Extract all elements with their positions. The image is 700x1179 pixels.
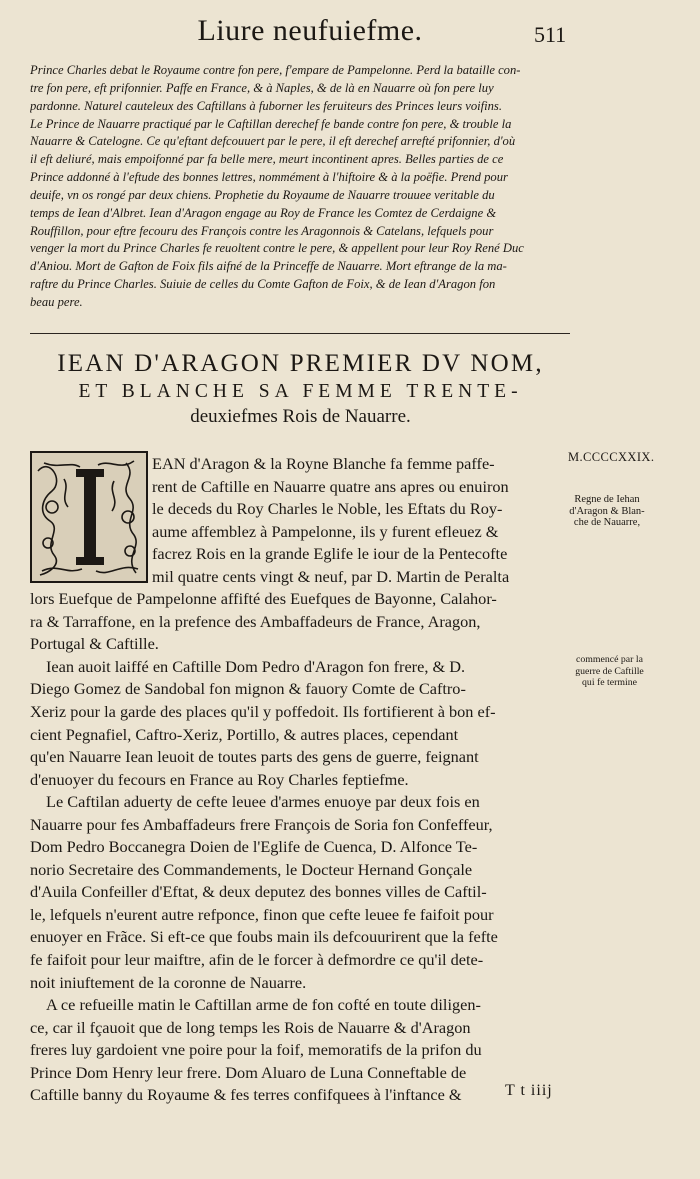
summary-line: deuife, vn os rongé par deux chiens. Prophetie du Royaume de Nauarre trouuee veritable du — [30, 187, 495, 202]
text-line: A ce refueille matin le Caftillan arme de fon cofté en toute diligen- — [46, 995, 481, 1015]
summary-line: Rouffillon, pour eftre fecouru des François contre les Aragonnois & Catelans, lefquels pour — [30, 223, 494, 238]
text-line: qu'en Nauarre Iean leuoit de toutes parts des gens de guerre, feignant — [30, 747, 479, 767]
text-line: mil quatre cents vingt & neuf, par D. Martin de Peralta — [152, 566, 510, 586]
margin-note-reign — [562, 494, 652, 529]
text-line: aume affemblez à Pampelonne, ils y furent efleuez & — [152, 521, 499, 541]
summary-line: d'Aniou. Mort de Gafton de Foix fils aifné de la Princeffe de Nauarre. Mort eftrange de la ma- — [30, 259, 507, 274]
chapter-title-line: IEAN D'ARAGON PREMIER DV NOM, — [57, 350, 544, 377]
text-line: facrez Rois en la grande Eglife le iour de la Pentecofte — [152, 544, 508, 564]
summary-line: pardonne. Naturel cauteleux des Caftillans à fuborner les feruiteurs des Princes leurs voifins. — [30, 98, 502, 113]
text-line: Nauarre pour fes Ambaffadeurs frere François de Soria fon Confeffeur, — [30, 814, 493, 834]
summary-line: Le Prince de Nauarre practiqué par le Caftillan derechef fe bande contre fon pere, & trouble la — [30, 116, 512, 131]
text-line: EAN d'Aragon & la Royne Blanche fa femme paffe- — [152, 454, 495, 473]
text-line: fe faifoit pour leur maiftre, afin de le forcer à defmordre ce qu'il dete- — [30, 950, 484, 970]
text-line: Caftille banny du Royaume & fes terres confifquees à l'inftance & — [30, 1085, 462, 1105]
summary-line: tre fon pere, eft prifonnier. Paffe en France, & à Naples, & de là en Nauarre où fon pere luy — [30, 80, 494, 95]
running-head: Liure neufuiefme. — [197, 14, 423, 47]
text-line: Diego Gomez de Sandobal fon mignon & fauory Comte de Caftro- — [30, 679, 466, 699]
summary-line: beau pere. — [30, 294, 83, 309]
body-text — [30, 453, 562, 1107]
text-line: noit iniuftement de la coronne de Nauarre. — [30, 972, 307, 992]
text-line: enuoyer en Frãce. Si eft-ce que foubs main ils defcouurirent que la fefte — [30, 927, 498, 947]
chapter-title-line: deuxiefmes Rois de Nauarre. — [190, 406, 411, 427]
section-divider — [30, 333, 570, 334]
summary-line: il eft deliuré, mais empoifonné par fa belle mere, meurt incontinent apres. Belles parties de ce — [30, 152, 504, 167]
summary-line: Prince addonné à l'eftude des bonnes lettres, nommément à l'hiftoire & à la poëfie. Prend pour — [30, 170, 508, 185]
text-line: lors Euefque de Pampelonne affifté des Euefques de Bayonne, Calahor- — [30, 589, 497, 609]
summary-line: temps de Iean d'Albret. Iean d'Aragon engage au Roy de France les Comtez de Cerdaigne & — [30, 205, 497, 220]
text-line: Le Caftilan aduerty de cefte leuee d'armes enuoye par deux fois en — [46, 792, 480, 812]
summary-line: Nauarre & Catelogne. Ce qu'eftant defcouuert par le pere, il eft derechef arrefté prifonnier, d'où — [30, 134, 516, 149]
margin-note-line: qui fe termine — [582, 677, 637, 688]
text-line: Xeriz pour la garde des places qu'il y poffedoit. Ils fortifierent à bon ef- — [30, 702, 496, 722]
margin-note-line: che de Nauarre, — [573, 517, 641, 528]
signature-mark: T t iiij — [505, 1082, 553, 1099]
summary-line: raftre du Prince Charles. Suiuie de celles du Comte Gafton de Foix, & de Iean d'Aragon fon — [30, 277, 496, 292]
margin-note-line: Regne de Iehan — [574, 494, 640, 505]
text-line: ra & Tarraffone, en la prefence des Ambaffadeurs de France, Aragon, — [30, 611, 481, 631]
text-line: Portugal & Caftille. — [30, 634, 159, 654]
text-line: cient Pegnafiel, Caftro-Xeriz, Portillo, & autres places, cependant — [30, 724, 459, 744]
summary-line: Prince Charles debat le Royaume contre fon pere, f'empare de Pampelonne. Perd la bataille con- — [30, 63, 521, 77]
chapter-title — [28, 348, 573, 430]
margin-note-year: M.CCCCXXIX. — [568, 450, 655, 464]
text-line: Dom Pedro Boccanegra Doien de l'Eglife de Cuenca, D. Alfonce Te- — [30, 837, 478, 857]
margin-note-line: guerre de Caftille — [575, 665, 644, 677]
text-line: Iean auoit laiffé en Caftille Dom Pedro d'Aragon fon frere, & D. — [46, 656, 466, 676]
text-line: freres luy gardoient vne poire pour la foif, memoratifs de la prifon du — [30, 1040, 482, 1060]
text-line: Prince Dom Henry leur frere. Dom Aluaro de Luna Conneftable de — [30, 1062, 467, 1082]
text-line: rent de Caftille en Nauarre quatre ans apres ou enuiron — [152, 476, 509, 496]
margin-note-line: d'Aragon & Blan- — [569, 505, 645, 517]
text-line: d'enuoyer du fecours en France au Roy Charles feptiefme. — [30, 769, 409, 789]
margin-note-line: commencé par la — [576, 654, 643, 665]
chapter-summary — [30, 62, 570, 312]
text-line: le, lefquels n'eurent autre refponce, finon que cefte leuee fe faifoit pour — [30, 904, 494, 924]
chapter-title-line: ET BLANCHE SA FEMME TRENTE- — [78, 381, 523, 402]
page-number: 511 — [534, 22, 567, 47]
text-line: le deceds du Roy Charles le Noble, les Eftats du Roy- — [152, 499, 503, 519]
text-line: d'Auila Confeiller d'Eftat, & deux deputez des bonnes villes de Caftil- — [30, 882, 487, 902]
text-line: ce, car il fçauoit que de long temps les Rois de Nauarre & d'Aragon — [30, 1017, 471, 1037]
margin-note-war — [562, 654, 657, 689]
text-line: norio Secretaire des Commandements, le Docteur Hernand Gonçale — [30, 859, 473, 879]
summary-line: venger la mort du Prince Charles fe reuoltent contre le pere, & appellent pour leur Roy René Duc — [30, 241, 524, 256]
